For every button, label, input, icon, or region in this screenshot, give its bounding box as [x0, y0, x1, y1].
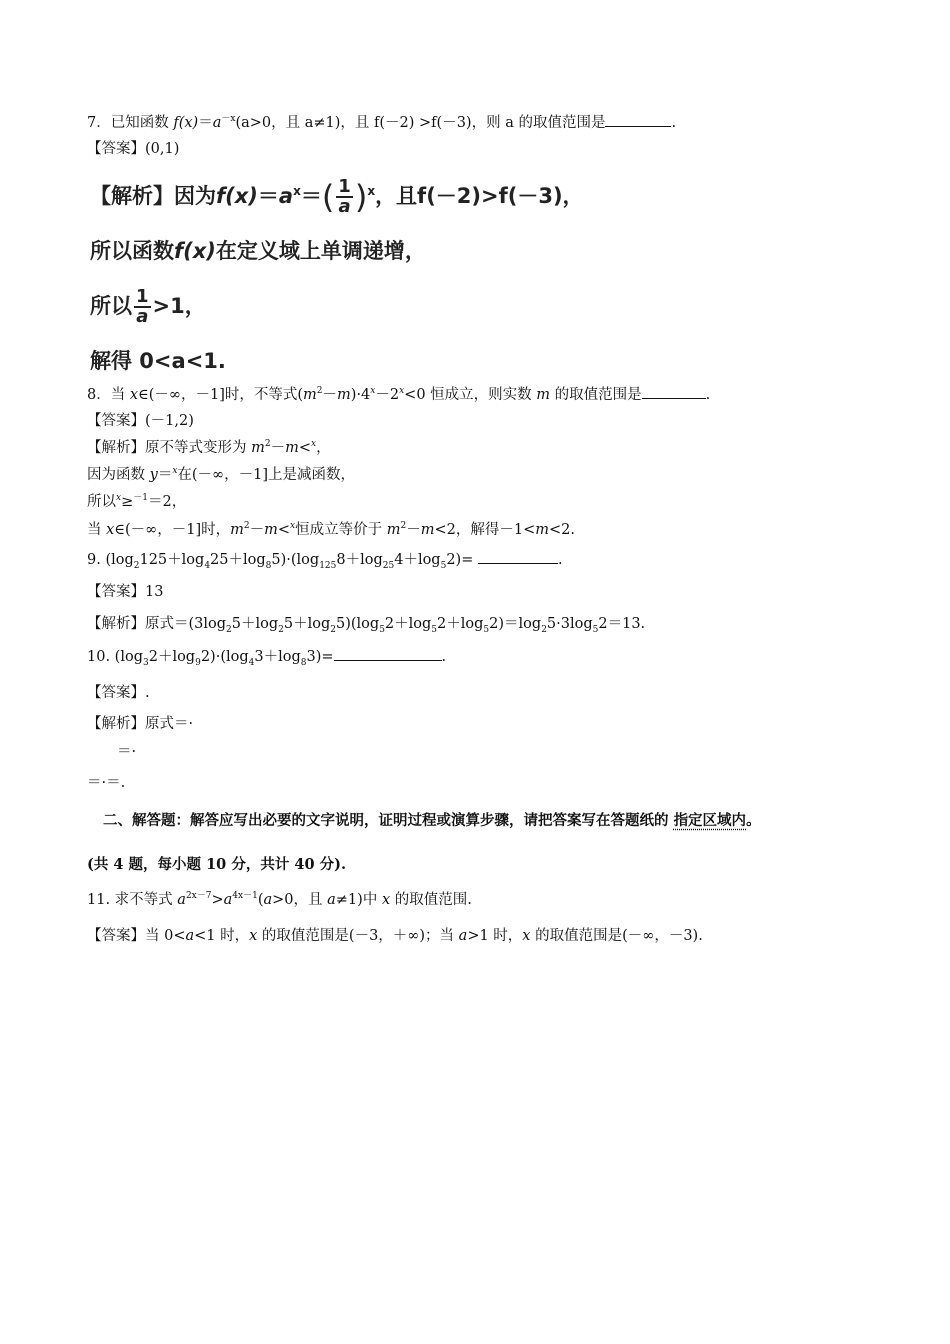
analysis-q10-line1: 【解析】原式＝·	[87, 716, 194, 732]
analysis-q7-line4: 解得 0<a<1.	[90, 349, 226, 373]
section-note: (共 4 题，每小题 10 分，共计 40 分).	[87, 856, 347, 873]
fraction-1-over-a: $\frac{1}{a}$	[338, 176, 351, 217]
analysis-q7-line1: 【解析】因为$f(x)=a^x=$( $\frac{1}{a}$ )$^x$，且f(－2)>f(－3)，	[90, 176, 584, 217]
analysis-q7-line2: 所以函数f(x)在定义域上单调递增，	[90, 239, 426, 263]
analysis-q10-line2: ＝·	[117, 744, 137, 760]
answer-q8: 【答案】(－1,2)	[87, 413, 194, 429]
analysis-q10-line3: ＝·＝.	[87, 775, 126, 791]
analysis-q7-line3: 所以 $\frac{1}{a}$ >1，	[90, 286, 206, 327]
analysis-q8-line4: 当 x∈(－∞，－1]时，$m^2-m<^x$恒成立等价于 $m^2-m<2$，解得－1<m<2.	[87, 521, 575, 538]
analysis-q8-line2: 因为函数 y＝$^x$在(－∞，－1]上是减函数，	[87, 466, 356, 483]
question-8: 8．当 x∈(－∞，－1]时，不等式$(m^2-m)\cdot 4^x-2^x<0$ 恒成立，则实数 m 的取值范围是 .	[87, 384, 710, 405]
answer-q11: 【答案】当 0<a<1 时，x 的取值范围是(－3，＋∞)；当 a>1 时，x 的取值范围是(－∞，－3).	[87, 928, 703, 944]
answer-q7: 【答案】(0,1)	[87, 141, 180, 157]
answer-q10: 【答案】.	[87, 685, 150, 701]
question-7: 7．已知函数 $f(x)=a^{-x}(a>0$，且 a≠1)，且 f(－2) >f(－3)，则 a 的取值范围是 .	[87, 112, 676, 133]
answer-blank	[642, 384, 706, 399]
answer-blank	[478, 549, 558, 564]
section-heading: 二、解答题：解答应写出必要的文字说明，证明过程或演算步骤，请把答案写在答题纸的 指定区域内。	[103, 812, 761, 829]
question-10: 10. $(\log_32+\log_92)\cdot(\log_43+\log_83)=$ .	[87, 646, 446, 667]
question-9: 9. $(\log_2125+\log_425+\log_85)\cdot(\log_{125}8+\log_{25}4+\log_52)=$ .	[87, 549, 563, 570]
answer-blank	[334, 646, 442, 661]
fraction-1-over-a: $\frac{1}{a}$	[136, 286, 149, 327]
answer-blank	[605, 112, 671, 127]
analysis-q8-line3: 所以$^x$≥$^{-1}$＝2，	[87, 493, 187, 510]
analysis-q8-line1: 【解析】原不等式变形为 $m^2-m<^x$，	[87, 439, 331, 456]
answer-q9: 【答案】13	[87, 584, 164, 600]
question-11: 11. 求不等式 $a^{2x-7}>a^{4x-1}(a>0$，且 a≠1)中 x 的取值范围.	[87, 891, 472, 908]
analysis-q9: 【解析】原式$=(3\log_25+\log_25+\log_25)(\log_52+\log_52+\log_52)=\log_25\cdot 3\log_52=13$.	[87, 616, 646, 635]
